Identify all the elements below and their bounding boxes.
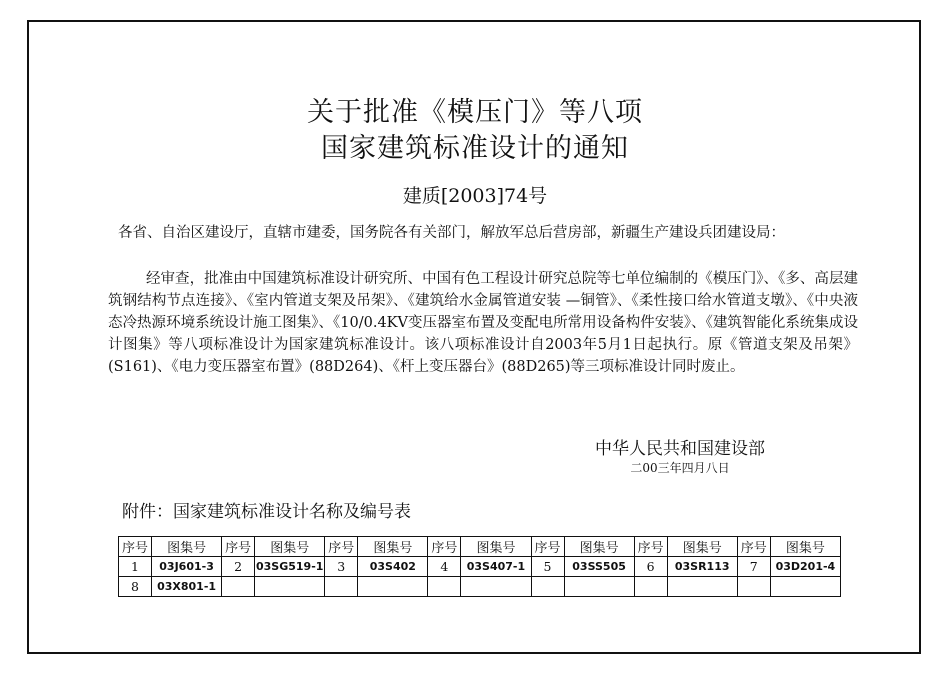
code-cell: 03X801-1 xyxy=(152,577,222,597)
issuing-authority: 中华人民共和国建设部 xyxy=(595,439,765,459)
code-cell: 03J601-3 xyxy=(152,557,222,577)
seq-cell: 1 xyxy=(119,557,152,577)
header-seq: 序号 xyxy=(119,537,152,557)
header-seq: 序号 xyxy=(737,537,770,557)
issue-date: 二00三年四月八日 xyxy=(630,461,730,475)
header-code: 图集号 xyxy=(358,537,428,557)
code-cell: 03S407-1 xyxy=(461,557,531,577)
code-cell: 03SG519-1 xyxy=(255,557,325,577)
seq-cell xyxy=(737,577,770,597)
seq-cell: 7 xyxy=(737,557,770,577)
code-cell: 03SS505 xyxy=(564,557,634,577)
table-row xyxy=(119,557,841,577)
seq-cell xyxy=(634,577,667,597)
header-code: 图集号 xyxy=(461,537,531,557)
seq-cell: 4 xyxy=(428,557,461,577)
header-seq: 序号 xyxy=(634,537,667,557)
header-seq: 序号 xyxy=(325,537,358,557)
code-cell xyxy=(667,577,737,597)
notice-title-line-2: 国家建筑标准设计的通知 xyxy=(321,133,629,164)
code-cell xyxy=(564,577,634,597)
table-header-row xyxy=(119,537,841,557)
attachment-title: 附件：国家建筑标准设计名称及编号表 xyxy=(122,502,411,522)
header-code: 图集号 xyxy=(255,537,325,557)
document-number: 建质[2003]74号 xyxy=(402,185,548,207)
code-cell xyxy=(358,577,428,597)
header-code: 图集号 xyxy=(667,537,737,557)
seq-cell: 6 xyxy=(634,557,667,577)
notice-title-line-1: 关于批准《模压门》等八项 xyxy=(307,97,643,128)
code-cell: 03S402 xyxy=(358,557,428,577)
notice-body: 经审查，批准由中国建筑标准设计研究所、中国有色工程设计研究总院等七单位编制的《模压门》、《多、高层建筑钢结构节点连接》、《室内管道支架及吊架》、《建筑给水金属管道安装 —铜管》、《柔性接口给水管道支墩》、《中央液态冷热源环境系统设计施工图集》、《10/0.4KV变压器室布置及变配电所常用设备构件安装》、《建筑智能化系统集成设计图集》等八项标准设计为国家建筑标准设计。该八项标准设计自2003年5月1日起执行。原《管道支架及吊架》(S161)、《电力变压器室布置》(88D264)、《杆上变压器台》(88D265)等三项标准设计同时废止。 xyxy=(108,271,858,375)
header-code: 图集号 xyxy=(564,537,634,557)
standards-table xyxy=(118,536,841,597)
header-code: 图集号 xyxy=(770,537,840,557)
addressees: 各省、自治区建设厅，直辖市建委，国务院各有关部门，解放军总后营房部，新疆生产建设兵团建设局： xyxy=(118,225,785,241)
seq-cell xyxy=(325,577,358,597)
header-seq: 序号 xyxy=(428,537,461,557)
seq-cell: 3 xyxy=(325,557,358,577)
code-cell: 03D201-4 xyxy=(770,557,840,577)
seq-cell: 5 xyxy=(531,557,564,577)
table-row xyxy=(119,577,841,597)
header-seq: 序号 xyxy=(222,537,255,557)
seq-cell: 2 xyxy=(222,557,255,577)
header-code: 图集号 xyxy=(152,537,222,557)
seq-cell xyxy=(222,577,255,597)
seq-cell xyxy=(428,577,461,597)
code-cell xyxy=(461,577,531,597)
seq-cell: 8 xyxy=(119,577,152,597)
code-cell xyxy=(770,577,840,597)
code-cell: 03SR113 xyxy=(667,557,737,577)
seq-cell xyxy=(531,577,564,597)
header-seq: 序号 xyxy=(531,537,564,557)
code-cell xyxy=(255,577,325,597)
